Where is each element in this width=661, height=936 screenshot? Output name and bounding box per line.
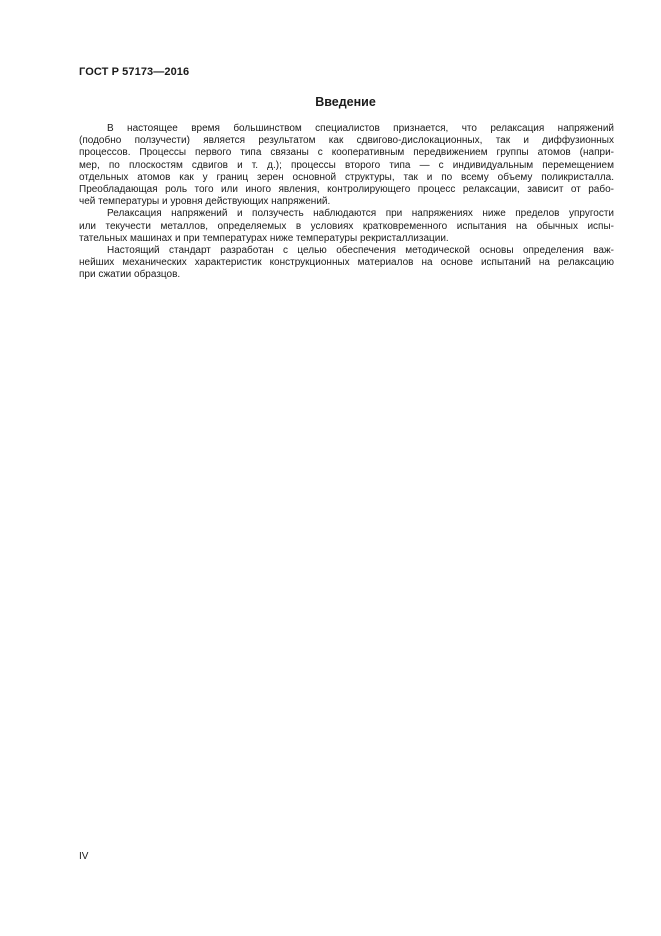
text-line: Настоящий стандарт разработан с целью обеспечения методической основы определения важ- <box>107 244 614 256</box>
text-line: Релаксация напряжений и ползучесть наблюдаются при напряжениях ниже пределов упругости <box>107 208 614 220</box>
paragraph-3 <box>79 245 614 282</box>
text-line: нейших механических характеристик конструкционных материалов на основе испытаний на релаксацию <box>79 257 614 269</box>
paragraph-2 <box>79 208 614 245</box>
text-line: В настоящее время большинством специалистов признается, что релаксация напряжений <box>107 123 614 134</box>
section-title <box>0 95 661 109</box>
text-line: или текучести металлов, определяемых в условиях кратковременного испытания на обычных испы- <box>79 220 614 232</box>
text-line: отдельных атомов как у границ зерен основной структуры, так и по всему объему поликристалла. <box>79 171 614 183</box>
text-line: чей температуры и уровня действующих напряжений. <box>79 196 331 208</box>
text-line: (подобно ползучести) является результатом как сдвигово-дислокационных, так и диффузионных <box>79 135 614 147</box>
text-line: при сжатии образцов. <box>79 269 181 281</box>
section-title-text: Введение <box>315 95 376 109</box>
text-line: тательных машинах и при температурах ниже температуры рекристаллизации. <box>79 232 449 244</box>
page-number: IV <box>79 851 89 862</box>
document-body <box>79 123 614 281</box>
text-line: процессов. Процессы первого типа связаны с кооперативным передвижением группы атомов (напри- <box>79 147 614 159</box>
text-line: мер, по плоскостям сдвигов и т. д.); процессы второго типа — с индивидуальным перемещением <box>79 159 614 171</box>
document-header-id: ГОСТ Р 57173—2016 <box>79 66 190 78</box>
paragraph-1 <box>79 123 614 208</box>
text-line: Преобладающая роль того или иного явления, контролирующего процесс релаксации, зависит от рабо- <box>79 183 614 195</box>
